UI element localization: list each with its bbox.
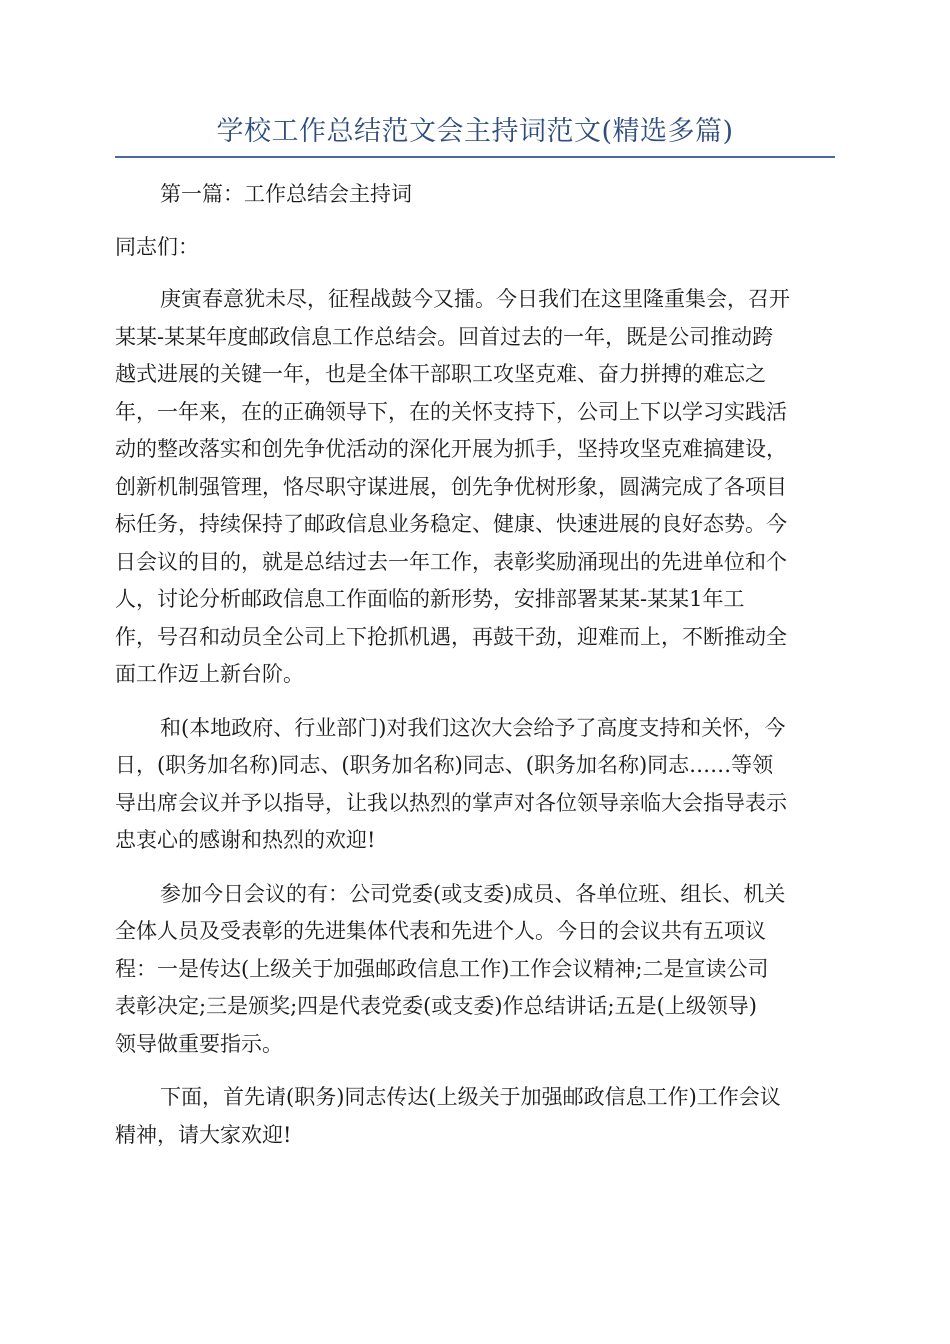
paragraph-line: 忠衷心的感谢和热烈的欢迎! <box>115 828 376 852</box>
paragraph-line: 领导做重要指示。 <box>115 1031 283 1056</box>
paragraph-line: 日，(职务加名称)同志、(职务加名称)同志、(职务加名称)同志……等领 <box>115 753 774 777</box>
paragraph-line: 精神，请大家欢迎! <box>115 1122 292 1147</box>
paragraph-line: 和(本地政府、行业部门)对我们这次大会给予了高度支持和关怀，今 <box>160 715 786 740</box>
paragraph-line: 面工作迈上新台阶。 <box>115 662 304 686</box>
paragraph-line: 导出席会议并予以指导，让我以热烈的掌声对各位领导亲临大会指导表示 <box>115 790 787 815</box>
paragraph-line: 标任务，持续保持了邮政信息业务稳定、健康、快速进展的良好态势。今 <box>115 512 787 536</box>
paragraph-1 <box>115 281 837 694</box>
paragraph-line: 越式进展的关键一年，也是全体干部职工攻坚克难、奋力拼搏的难忘之 <box>115 362 766 386</box>
paragraph-line: 表彰决定;三是颁奖;四是代表党委(或支委)作总结讲话;五是(上级领导) <box>115 994 757 1018</box>
paragraph-line: 人，讨论分析邮政信息工作面临的新形势，安排部署某某-某某1年工 <box>115 587 745 611</box>
paragraph-2 <box>115 710 837 860</box>
title-block <box>115 112 835 158</box>
spacer <box>115 266 837 281</box>
spacer <box>115 694 837 710</box>
paragraph-line: 创新机制强管理，恪尽职守谋进展，创先争优树形象，圆满完成了各项目 <box>115 474 787 499</box>
section-heading: 第一篇：工作总结会主持词 <box>160 182 412 206</box>
paragraph-line: 某某-某某年度邮政信息工作总结会。回首过去的一年，既是公司推动跨 <box>115 324 774 349</box>
paragraph-line: 庚寅春意犹未尽，征程战鼓今又擂。今日我们在这里隆重集会，召开 <box>160 287 790 311</box>
paragraph-line: 日会议的目的，就是总结过去一年工作，表彰奖励涌现出的先进单位和个 <box>115 549 787 574</box>
spacer <box>115 860 837 876</box>
paragraph-line: 年，一年来，在的正确领导下，在的关怀支持下，公司上下以学习实践活 <box>115 399 787 424</box>
paragraph-line: 全体人员及受表彰的先进集体代表和先进个人。今日的会议共有五项议 <box>115 919 766 943</box>
spacer <box>115 214 837 229</box>
paragraph-line: 动的整改落实和创先争优活动的深化开展为抓手，坚持攻坚克难搞建设， <box>115 437 787 461</box>
document-title: 学校工作总结范文会主持词范文(精选多篇) <box>216 116 734 147</box>
paragraph-4 <box>115 1079 837 1154</box>
paragraph-line: 程：一是传达(上级关于加强邮政信息工作)工作会议精神;二是宣读公司 <box>115 956 769 981</box>
salutation: 同志们： <box>115 234 199 259</box>
paragraph-3 <box>115 876 837 1064</box>
document-body <box>115 176 837 1154</box>
paragraph-line: 参加今日会议的有：公司党委(或支委)成员、各单位班、组长、机关 <box>160 881 786 906</box>
paragraph-line: 下面，首先请(职务)同志传达(上级关于加强邮政信息工作)工作会议 <box>160 1085 781 1109</box>
paragraph-line: 作，号召和动员全公司上下抢抓机遇，再鼓干劲，迎难而上，不断推动全 <box>115 624 787 649</box>
spacer <box>115 1063 837 1079</box>
